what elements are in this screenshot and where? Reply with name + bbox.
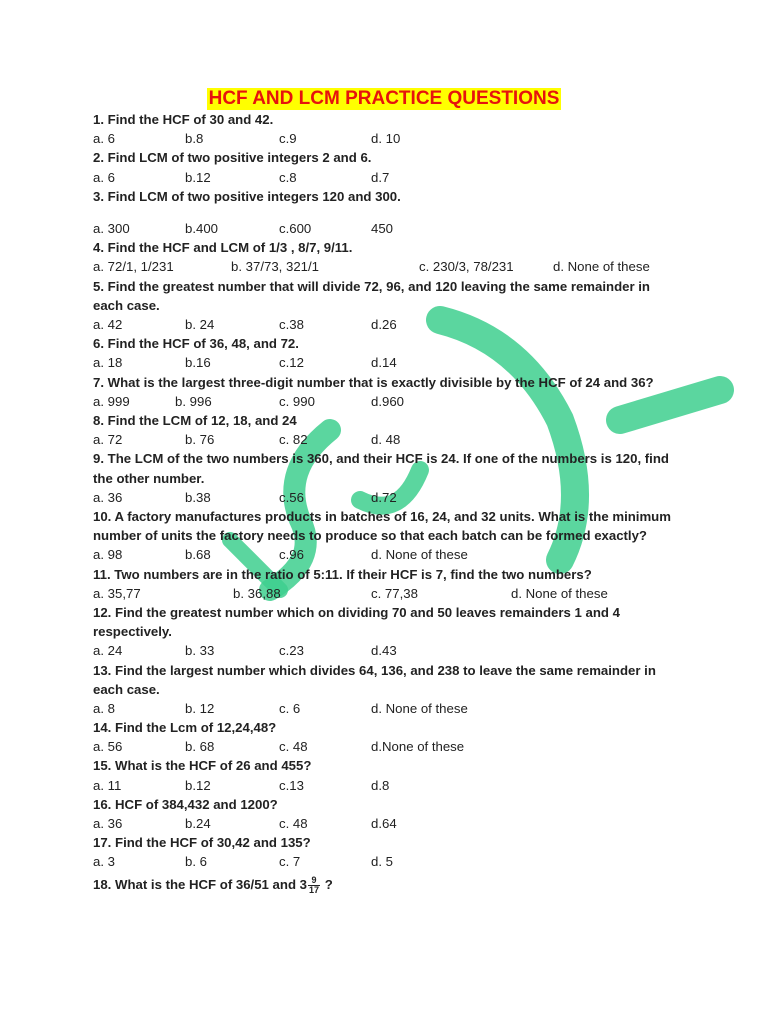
- question-number: 14.: [93, 720, 112, 736]
- option-d: d. 10: [371, 131, 401, 147]
- option-d: d.960: [371, 393, 405, 409]
- option-d: d.None of these: [371, 739, 465, 755]
- option-d: d.64: [371, 816, 397, 832]
- question-4: [93, 238, 683, 257]
- option-d: d. None of these: [511, 585, 608, 601]
- option-c: c. 48: [279, 816, 308, 832]
- option-c: c.96: [279, 547, 304, 563]
- question-text: Find the greatest number which on dividing 70 and 50 leaves remainders 1 and 4 respectively.: [93, 604, 620, 640]
- question-text: Two numbers are in the ratio of 5:11. If their HCF is 7, find the two numbers?: [114, 566, 592, 582]
- question-number: 3.: [93, 188, 104, 204]
- option-b: b.400: [185, 220, 219, 236]
- question-number: 11.: [93, 566, 111, 582]
- option-c: c. 990: [279, 393, 315, 409]
- option-c: c.13: [279, 777, 304, 793]
- question-text: What is the HCF of 36/51 and 3: [115, 876, 308, 892]
- question-1-options: [93, 129, 683, 148]
- question-13-options: [93, 699, 683, 718]
- option-b: b. 68: [185, 739, 215, 755]
- question-6-options: [93, 353, 683, 372]
- question-9-options: [93, 488, 683, 507]
- question-text: Find the greatest number that will divide 72, 96, and 120 leaving the same remainder in each case.: [93, 278, 650, 313]
- option-c: c. 6: [279, 700, 301, 716]
- question-suffix: ?: [321, 876, 333, 892]
- option-a: a. 56: [93, 739, 123, 755]
- question-2: [93, 148, 683, 167]
- question-number: 16.: [93, 796, 112, 812]
- option-d: d.26: [371, 316, 397, 332]
- question-number: 1.: [93, 112, 104, 127]
- question-8: [93, 411, 683, 430]
- option-c: c.56: [279, 489, 304, 505]
- question-15: [93, 756, 683, 775]
- question-text: Find the HCF of 30 and 42.: [107, 112, 274, 127]
- question-number: 4.: [93, 240, 104, 256]
- option-b: b. 33: [185, 643, 215, 659]
- question-number: 7.: [93, 374, 104, 390]
- question-number: 18.: [93, 876, 112, 892]
- option-d: d. None of these: [553, 259, 650, 275]
- question-16-options: [93, 814, 683, 833]
- question-number: 15.: [93, 758, 112, 774]
- option-a: a. 36: [93, 816, 123, 832]
- question-text: Find LCM of two positive integers 120 and 300.: [107, 188, 401, 204]
- option-b: b. 37/73, 321/1: [231, 259, 319, 275]
- option-d: d. None of these: [371, 547, 468, 563]
- question-5: [93, 277, 683, 315]
- option-c: c.8: [279, 169, 297, 185]
- option-c: c.38: [279, 316, 304, 332]
- option-b: b.12: [185, 169, 211, 185]
- question-text: Find the LCM of 12, 18, and 24: [107, 412, 297, 428]
- option-b: b.38: [185, 489, 211, 505]
- question-text: Find the Lcm of 12,24,48?: [115, 720, 277, 736]
- question-9: [93, 449, 683, 487]
- question-5-options: [93, 315, 683, 334]
- question-number: 9.: [93, 451, 104, 467]
- option-a: a. 18: [93, 355, 123, 371]
- question-text: Find the HCF of 30,42 and 135?: [115, 835, 311, 851]
- question-16: [93, 795, 683, 814]
- option-b: b. 76: [185, 432, 215, 448]
- option-a: a. 35,77: [93, 585, 141, 601]
- question-number: 10.: [93, 508, 112, 524]
- question-text: Find the HCF and LCM of 1/3 , 8/7, 9/11.: [107, 240, 353, 256]
- option-b: b.12: [185, 777, 211, 793]
- option-d: d.43: [371, 643, 397, 659]
- option-a: a. 72/1, 1/231: [93, 259, 174, 275]
- question-text: What is the largest three-digit number that is exactly divisible by the HCF of 24 and 36?: [107, 374, 654, 390]
- question-number: 13.: [93, 662, 112, 678]
- option-c: c. 48: [279, 739, 308, 755]
- option-d: d.8: [371, 777, 390, 793]
- question-3-options: [93, 219, 683, 238]
- question-1: [93, 110, 683, 129]
- option-a: a. 72: [93, 432, 123, 448]
- option-b: b. 996: [175, 393, 212, 409]
- question-3: [93, 187, 683, 206]
- option-d: d.72: [371, 489, 397, 505]
- spacer: [93, 206, 683, 219]
- question-number: 12.: [93, 604, 112, 620]
- option-b: b. 24: [185, 316, 215, 332]
- option-a: a. 999: [93, 393, 130, 409]
- question-6: [93, 334, 683, 353]
- option-c: c.12: [279, 355, 304, 371]
- question-15-options: [93, 776, 683, 795]
- question-number: 8.: [93, 412, 104, 428]
- option-a: a. 8: [93, 700, 115, 716]
- option-a: a. 6: [93, 131, 115, 147]
- option-b: b. 12: [185, 700, 215, 716]
- question-4-options: [93, 257, 683, 276]
- option-a: a. 24: [93, 643, 123, 659]
- option-a: a. 11: [93, 777, 122, 793]
- question-list: [93, 110, 683, 895]
- option-d: d.14: [371, 355, 397, 371]
- option-a: a. 42: [93, 316, 123, 332]
- option-d: 450: [371, 220, 394, 236]
- option-c: c.600: [279, 220, 312, 236]
- option-c: c.9: [279, 131, 297, 147]
- fraction-numerator: 9: [311, 874, 317, 885]
- question-10: [93, 507, 683, 545]
- question-14: [93, 718, 683, 737]
- question-number: 5.: [93, 278, 104, 294]
- option-b: b. 6: [185, 854, 207, 870]
- question-11: [93, 565, 683, 584]
- question-text: Find the HCF of 36, 48, and 72.: [107, 336, 299, 352]
- option-d: d. None of these: [371, 700, 468, 716]
- question-10-options: [93, 545, 683, 564]
- question-12: [93, 603, 683, 641]
- option-c: c. 82: [279, 432, 308, 448]
- page-title-wrap: [0, 88, 768, 110]
- option-c: c. 230/3, 78/231: [419, 259, 514, 275]
- option-d: d. 48: [371, 432, 401, 448]
- option-b: b.16: [185, 355, 211, 371]
- question-number: 2.: [93, 150, 104, 166]
- question-18: [93, 875, 683, 895]
- question-8-options: [93, 430, 683, 449]
- question-2-options: [93, 168, 683, 187]
- fraction: [308, 876, 320, 895]
- question-text: What is the HCF of 26 and 455?: [115, 758, 312, 774]
- option-d: d.7: [371, 169, 390, 185]
- question-text: Find LCM of two positive integers 2 and 6.: [107, 150, 372, 166]
- option-c: c.23: [279, 643, 304, 659]
- question-12-options: [93, 641, 683, 660]
- option-c: c. 7: [279, 854, 301, 870]
- question-number: 6.: [93, 336, 104, 352]
- question-text: The LCM of the two numbers is 360, and their HCF is 24. If one of the numbers is 120, find the other number.: [93, 451, 669, 486]
- question-text: Find the largest number which divides 64, 136, and 238 to leave the same remainder in each case.: [93, 662, 656, 697]
- question-17-options: [93, 852, 683, 871]
- option-a: a. 36: [93, 489, 123, 505]
- page-title: HCF AND LCM PRACTICE QUESTIONS: [208, 88, 560, 109]
- option-a: a. 6: [93, 169, 115, 185]
- question-text: A factory manufactures products in batches of 16, 24, and 32 units. What is the minimum number of units the factory needs to produce so that each batch can be formed exactly?: [93, 508, 671, 544]
- question-number: 17.: [93, 835, 112, 851]
- option-c: c. 77,38: [371, 585, 418, 601]
- question-11-options: [93, 584, 683, 603]
- question-7: [93, 373, 683, 392]
- option-b: b.8: [185, 131, 204, 147]
- option-b: b.68: [185, 547, 211, 563]
- question-17: [93, 833, 683, 852]
- option-a: a. 3: [93, 854, 115, 870]
- question-7-options: [93, 392, 683, 411]
- question-text: HCF of 384,432 and 1200?: [115, 796, 278, 812]
- question-13: [93, 661, 683, 699]
- option-a: a. 300: [93, 220, 130, 236]
- option-b: b. 36,88: [233, 585, 281, 601]
- fraction-denominator: 17: [309, 884, 320, 895]
- option-a: a. 98: [93, 547, 123, 563]
- option-b: b.24: [185, 816, 211, 832]
- option-d: d. 5: [371, 854, 393, 870]
- question-14-options: [93, 737, 683, 756]
